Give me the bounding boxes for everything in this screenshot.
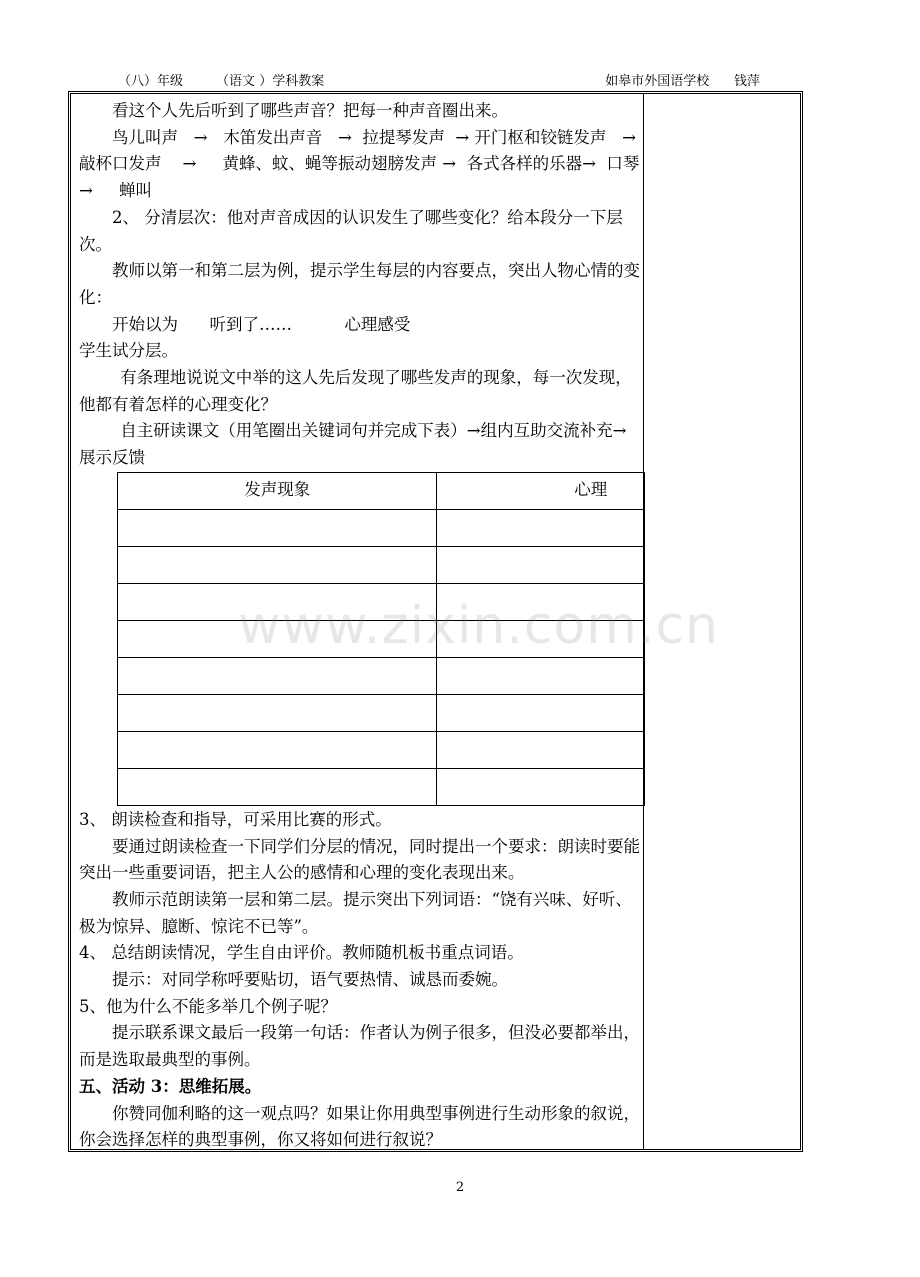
page-number: 2 [455,1180,465,1195]
tip-etiquette: 提示：对同学称呼要贴切，语气要热情、诚恳而委婉。 [112,970,508,990]
table-row [118,694,645,731]
section-five-heading: 五、活动 3：思维拓展。 [79,1076,262,1096]
sound-sequence: 鸟儿叫声 → 木笛发出声音 → 拉提琴发声 → 开门枢和铰链发声 → 敲杯口发声 → 黄蜂、蚊、蝇等振动翅膀发声 → 各式各样的乐器→ 口琴 → 蝉叫 [79,127,656,201]
table-cell[interactable] [437,546,645,583]
step-3-reading: 3、 朗读检查和指导，可采用比赛的形式。 [79,809,392,829]
discussion-prompt: 有条理地说说文中举的这人先后发现了哪些发声的现象，每一次发现，他都有着怎样的心理变化？ [79,368,632,414]
tip-last-paragraph: 提示联系课文最后一段第一句话：作者认为例子很多，但没必要都举出，而是选取最典型的事例。 [79,1023,640,1070]
step-4-summary: 4、 总结朗读情况，学生自由评价。教师随机板书重点词语。 [79,943,524,963]
table-cell[interactable] [437,509,645,546]
teacher-demo: 教师示范朗读第一层和第二层。提示突出下列词语：“饶有兴味、好听、极为惊异、臆断、惊诧不已等”。 [79,889,632,936]
header-grade-subject: （八）年级 （语文 ）学科教案 [118,74,325,89]
col-header-phenomenon: 发声现象 [118,472,437,509]
step-2-layers: 2、 分清层次：他对声音成因的认识发生了哪些变化？给本段分一下层次。 [79,207,623,254]
student-try: 学生试分层。 [79,341,178,361]
table-row [118,731,645,768]
table-cell[interactable] [118,731,437,768]
extension-question: 你赞同伽利略的这一观点吗？如果让你用典型事例进行生动形象的叙说，你会选择怎样的典型事例，你又将如何进行叙说？ [79,1103,640,1150]
col-header-psychology: 心理 [437,472,645,509]
table-row [118,657,645,694]
reading-requirement: 要通过朗读检查一下同学们分层的情况，同时提出一个要求：朗读时要能突出一些重要词语，把主人公的感情和心理的变化表现出来。 [79,836,640,883]
table-cell[interactable] [118,546,437,583]
self-study-instruction: 自主研读课文（用笔圈出关键词句并完成下表）→组内互助交流补充→展示反馈 [79,421,627,468]
layer-template: 开始以为 听到了…… 心理感受 [112,314,411,334]
table-row [118,546,645,583]
table-header-row [118,472,645,509]
table-row [118,768,645,805]
table-row [118,509,645,546]
table-cell[interactable] [437,694,645,731]
question-listen: 看这个人先后听到了哪些声音？把每一种声音圈出来。 [112,101,508,120]
table-cell[interactable] [118,768,437,805]
table-cell[interactable] [118,694,437,731]
step-5-question: 5、他为什么不能多举几个例子呢？ [79,996,337,1016]
teacher-example: 教师以第一和第二层为例，提示学生每层的内容要点，突出人物心情的变化： [79,261,640,307]
watermark: www.zixin.com.cn [238,596,719,656]
header-school-author: 如皋市外国语学校 钱萍 [605,74,760,89]
table-cell[interactable] [437,657,645,694]
table-cell[interactable] [437,731,645,768]
table-cell[interactable] [118,657,437,694]
table-cell[interactable] [437,768,645,805]
table-cell[interactable] [118,509,437,546]
